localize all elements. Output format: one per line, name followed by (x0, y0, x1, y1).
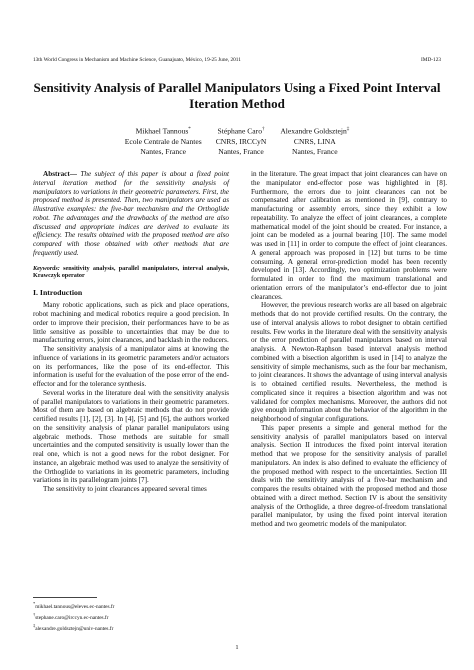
keywords (33, 265, 229, 280)
abstract-text: The subject of this paper is about a fixed point interval iteration method for the sensitivity analysis of manipulators to variations in their geometric parameters. First, the proposed method is presented. Then, two manipulators are used as illustrative examples: the five-bar mechanism and the Orthoglide robot. The advantages and the drawbacks of the method are also discussed and appropriate indices are derived to evaluate its efficiency. The results obtained with the proposed method are also compared with those obtained with other methods that are frequently used. (33, 170, 229, 257)
paragraph: Many robotic applications, such as pick and place operations, robot machining and medical robotics require a good precision. In order to improve their precision, their performances have to be as little sensitive as possible to uncertainties that may be due to manufacturing errors, joint clearances, and backlash in the reducers. (33, 301, 229, 345)
author-location: Nantes, France (140, 146, 186, 156)
footnote (33, 600, 229, 611)
author-name: Mikhael Tannous (135, 126, 189, 136)
author-email-link[interactable]: mikhael.tannous@eleves.ec-nantes.fr (35, 603, 115, 610)
paragraph: However, the previous research works are all based on algebraic methods that do not provide certified results. On the contrary, the use of interval analysis allows to robot designer to obtain certified results. Few works in the literature deal with the sensitivity analysis or the error prediction of parallel manipulators based on interval analysis. A Newton-Raphson based interval analysis method combined with a bisection algorithm is used in [14] to analyze the sensitivity of simple mechanisms, such as the four bar mechanism, to joint clearances. It shows the advantage of using interval analysis is to obtained certified results. Nevertheless, the method is complicated since it requires a bisection algorithm and was not validated for complex mechanisms. Moreover, the authors did not give enough information about the behavior of the algorithm in the neighborhood of singular configurations. (251, 301, 447, 423)
title-line-1: Sensitivity Analysis of Parallel Manipulators Using a Fixed Point Interval (33, 80, 441, 95)
author-affiliation: CNRS, IRCCyN (215, 136, 267, 146)
right-column (251, 170, 447, 529)
footnote-mark: † (33, 612, 36, 618)
author-2 (216, 125, 267, 157)
author-name: Alexandre Goldsztejn (280, 126, 347, 136)
author-mark: ‡ (346, 127, 350, 132)
section-heading: I. Introduction (33, 287, 83, 297)
author-3 (280, 125, 349, 157)
footnote (33, 611, 229, 622)
author-block (60, 125, 414, 157)
author-mark: * (188, 127, 191, 132)
conference-name: 13th World Congress in Mechanism and Machine Science, Guanajuato, México, 19-25 June, 2011 (33, 57, 241, 63)
page-number: 1 (235, 644, 239, 651)
paragraph: The sensitivity analysis of a manipulator aims at knowing the influence of variations in its geometric parameters and/or actuators on its performances, like the pose of its end-effector. This information is useful for the evaluation of the pose error of the end-effector and for the tolerance synthesis. (33, 345, 229, 388)
author-affiliation: CNRS, LINA (293, 136, 336, 146)
keywords-label: Keywords: (33, 264, 60, 272)
left-column (33, 170, 229, 494)
paragraph: in the literature. The great impact that joint clearances can have on the manipulator end-effector pose was highlighted in [8]. Furthermore, the errors due to joint clearances can not be compensated after calibration as mentioned in [9], contrary to manufacturing or assembly errors, since they exhibit a low repeatability. To analyze the effect of joint clearances, a complete mathematical model of the joint should be created. For instance, a joint can be modeled as a journal bearing [10]. The same model was used in [11] in order to compute the effect of joint clearances. A general approach was proposed in [12] but turns to be time consuming. A general error-prediction model has been recently developed in [13]. Accordingly, two optimization problems were formulated in order to find the maximum translational and orientation errors of the manipulator’s end-effector due to joint clearances. (251, 170, 447, 301)
author-1 (125, 125, 202, 157)
footnote-rule (33, 597, 97, 598)
author-mark: † (262, 127, 265, 132)
keywords-text: sensitivity analysis, parallel manipulators, interval analysis, Krawczyk operator (33, 264, 230, 279)
author-email-link[interactable]: alexandre.goldsztejn@univ-nantes.fr (35, 626, 114, 633)
running-header (33, 55, 441, 65)
paper-id: IMD-123 (420, 57, 441, 63)
paper-title (30, 80, 444, 112)
paragraph: Several works in the literature deal with the sensitivity analysis of parallel manipulators to variations in their geometric parameters. Most of them are based on algebraic methods that do not provide certified results [1], [2], [3]. In [4], [5] and [6], the authors worked on the sensitivity analysis of planar parallel manipulators using algebraic methods. Those methods are suitable for small uncertainties and the computed sensitivity is usually lower than the real one, which is not a good news for the robot designer. For instance, an algebraic method was used to analyze the sensitivity of the Orthoglide to variations in its geometric parameters, including variations in its parallelogram joints [7]. (33, 388, 229, 485)
paragraph: The sensitivity to joint clearances appeared several times (43, 485, 207, 493)
author-location: Nantes, France (292, 146, 338, 156)
abstract (33, 170, 229, 258)
footnotes (33, 600, 229, 634)
author-email-link[interactable]: stephane.caro@irccyn.ec-nantes.fr (35, 614, 109, 621)
author-location: Nantes, France (218, 146, 264, 156)
author-affiliation: Ecole Centrale de Nantes (124, 136, 202, 146)
paragraph: This paper presents a simple and general method for the sensitivity analysis of parallel manipulators based on interval analysis. Section II introduces the fixed point interval iteration method that we propose for the sensitivity analysis of parallel manipulators. An index is also defined to evaluate the efficiency of the proposed method with respect to the uncertainties. Section III deals with the sensitivity analysis of a five-bar mechanism and compares the results obtained with the proposed method and those obtained with a direct method. Section IV is about the sensitivity analysis of the Orthoglide, a three degree-of-freedom translational parallel manipulator, by using the fixed point interval iteration method and two geometric models of the manipulator. (251, 423, 447, 528)
footnote-mark: * (33, 601, 36, 606)
author-name: Stéphane Caro (217, 126, 262, 136)
title-line-2: Iteration Method (189, 96, 285, 111)
abstract-label: Abstract— (43, 170, 77, 178)
footnote (33, 622, 229, 633)
footnote-mark: ‡ (33, 623, 36, 629)
